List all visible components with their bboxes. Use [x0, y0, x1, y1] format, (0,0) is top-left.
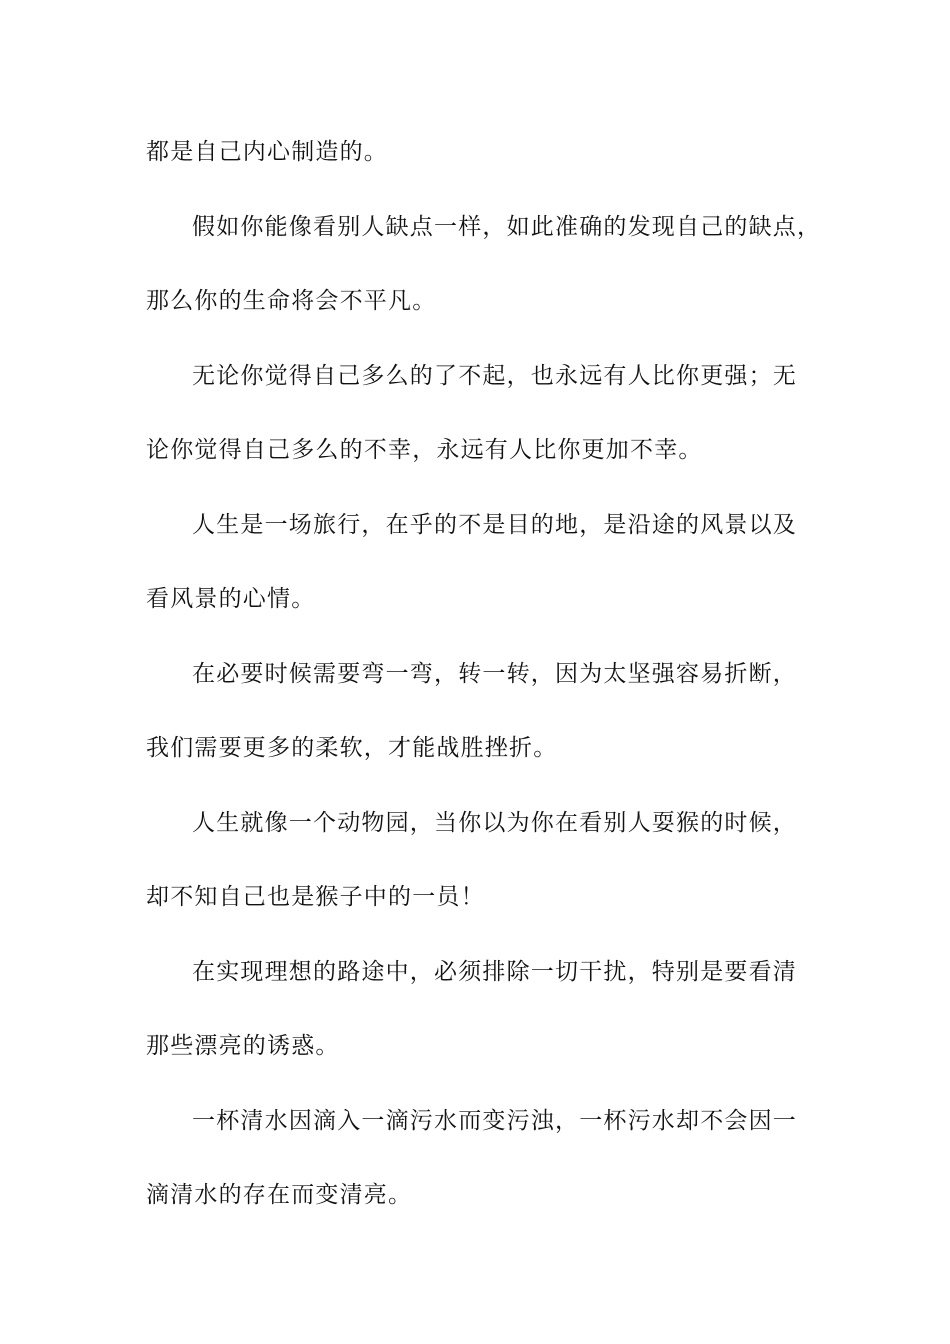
text-line: 在必要时候需要弯一弯，转一转，因为太坚强容易折断，	[192, 660, 797, 687]
text-line: 看风景的心情。	[146, 586, 316, 612]
text-line: 无论你觉得自己多么的了不起，也永远有人比你更强；无	[192, 362, 797, 389]
text-line: 滴清水的存在而变清亮。	[146, 1182, 413, 1208]
text-line: 假如你能像看别人缺点一样，如此准确的发现自己的缺点，	[192, 213, 822, 240]
text-line: 人生就像一个动物园，当你以为你在看别人耍猴的时候，	[192, 809, 797, 836]
text-line: 那么你的生命将会不平凡。	[146, 288, 437, 314]
text-line: 人生是一场旅行，在乎的不是目的地，是沿途的风景以及	[192, 511, 797, 538]
text-line: 那些漂亮的诱惑。	[146, 1033, 340, 1059]
text-line: 在实现理想的路途中，必须排除一切干扰，特别是要看清	[192, 958, 797, 985]
text-line: 一杯清水因滴入一滴污水而变污浊，一杯污水却不会因一	[192, 1107, 797, 1134]
document-body	[146, 127, 822, 1245]
text-line: 论你觉得自己多么的不幸，永远有人比你更加不幸。	[146, 437, 703, 463]
text-line: 我们需要更多的柔软，才能战胜挫折。	[146, 735, 558, 761]
text-line: 却不知自己也是猴子中的一员！	[146, 884, 485, 910]
text-line: 都是自己内心制造的。	[146, 139, 388, 165]
